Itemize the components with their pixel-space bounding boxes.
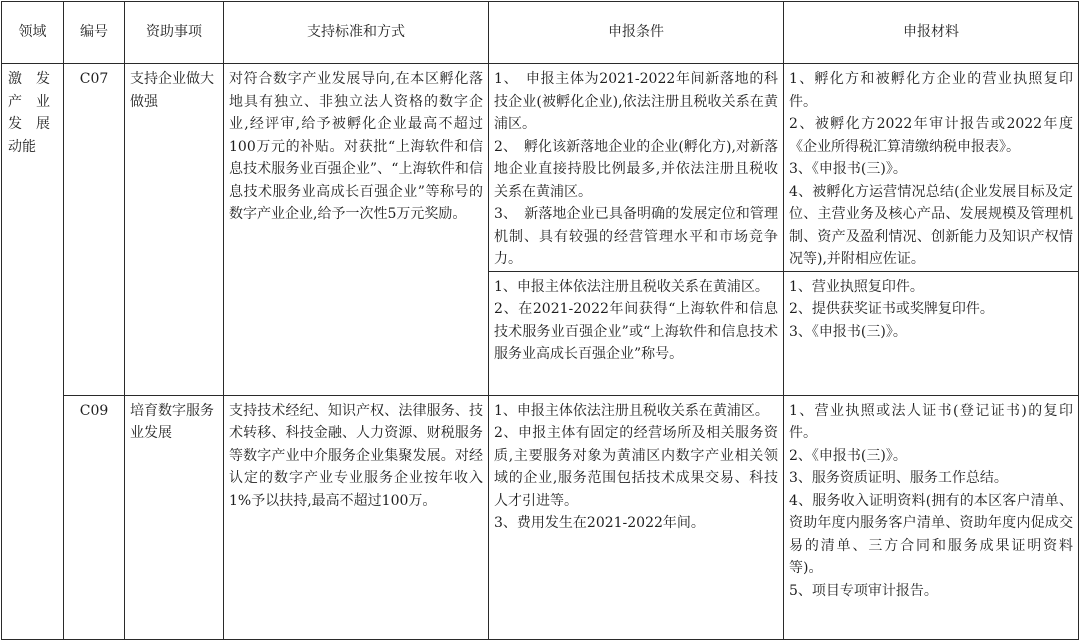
material-item: 4、被孵化方运营情况总结(企业发展目标及定位、主营业务及核心产品、发展规模及管理机制、资产及盈利情况、创新能力及知识产权情况等),并附相应佐证。 <box>789 183 1073 267</box>
material-item: 3、服务资质证明、服务工作总结。 <box>789 470 1008 486</box>
conditions-cell <box>489 271 784 395</box>
material-item: 2、被孵化方2022年审计报告或2022年度《企业所得税汇算清缴纳税申报表》。 <box>789 116 1073 155</box>
material-item: 2、提供获奖证书或奖牌复印件。 <box>789 301 994 317</box>
condition-item: 3、费用发生在2021-2022年间。 <box>494 515 705 531</box>
condition-item: 2、申报主体有固定的经营场所及相关服务资质,主要服务对象为黄浦区内数字产业相关领域的企业,服务范围包括技术成果交易、科技人才引进等。 <box>494 425 778 509</box>
standard-cell: 对符合数字产业发展导向,在本区孵化落地具有独立、非独立法人资格的数字企业,经评审,给予被孵化企业最高不超过100万元的补贴。对获批“上海软件和信息技术服务业百强企业”、“上海软件和信息技术服务业高成长百强企业”等称号的数字产业企业,给予一次性5万元奖励。 <box>224 64 489 396</box>
condition-item: 1、申报主体依法注册且税收关系在黄浦区。 <box>494 402 769 419</box>
conditions-cell <box>489 64 784 272</box>
material-item: 1、孵化方和被孵化方企业的营业执照复印件。 <box>789 71 1073 110</box>
condition-item: 2、在2021-2022年间获得“上海软件和信息技术服务业百强企业”或“上海软件和信息技术服务业高成长百强企业”称号。 <box>494 301 778 362</box>
code-cell: C09 <box>64 395 125 639</box>
header-row <box>2 2 1079 64</box>
material-item: 5、项目专项审计报告。 <box>789 582 938 599</box>
material-item: 1、营业执照复印件。 <box>789 278 924 295</box>
table-row <box>2 395 1079 639</box>
funding-table <box>1 1 1079 640</box>
header-code: 编号 <box>64 2 125 64</box>
header-standard: 支持标准和方式 <box>224 2 489 64</box>
domain-line: 激 发 <box>8 71 50 87</box>
condition-item: 1、申报主体依法注册且税收关系在黄浦区。 <box>494 278 769 295</box>
header-item: 资助事项 <box>125 2 224 64</box>
domain-line: 动能 <box>8 138 36 155</box>
domain-line: 发 展 <box>8 116 50 132</box>
conditions-cell <box>489 395 784 639</box>
material-item: 3、《申报书(三)》。 <box>789 323 907 340</box>
material-item: 1、营业执照或法人证书(登记证书)的复印件。 <box>789 402 1073 441</box>
condition-item: 2、 孵化该新落地企业的企业(孵化方),对新落地企业直接持股比例最多,并依法注册且税收关系在黄浦区。 <box>494 138 778 200</box>
header-materials: 申报材料 <box>784 2 1079 64</box>
materials-cell <box>784 271 1079 395</box>
materials-cell <box>784 64 1079 272</box>
table-row <box>2 64 1079 272</box>
materials-cell <box>784 395 1079 639</box>
condition-item: 1、 申报主体为2021-2022年间新落地的科技企业(被孵化企业),依法注册且税收关系在黄浦区。 <box>494 71 778 132</box>
item-cell: 支持企业做大做强 <box>125 64 224 396</box>
material-item: 3、《申报书(三)》。 <box>789 161 907 177</box>
item-cell: 培育数字服务业发展 <box>125 395 224 639</box>
material-item: 4、服务收入证明资料(拥有的本区客户清单、资助年度内服务客户清单、资助年度内促成交易的清单、三方合同和服务成果证明资料等)。 <box>789 492 1073 576</box>
domain-line: 产 业 <box>8 93 50 110</box>
condition-item: 3、 新落地企业已具备明确的发展定位和管理机制、具有较强的经营管理水平和市场竞争力。 <box>494 206 778 267</box>
standard-cell: 支持技术经纪、知识产权、法律服务、技术转移、科技金融、人力资源、财税服务等数字产业中介服务企业集聚发展。对经认定的数字产业专业服务企业按年收入1%予以扶持,最高不超过100万。 <box>224 395 489 639</box>
header-domain: 领域 <box>2 2 64 64</box>
code-cell: C07 <box>64 64 125 396</box>
header-conditions: 申报条件 <box>489 2 784 64</box>
domain-cell <box>2 64 64 640</box>
material-item: 2、《申报书(三)》。 <box>789 447 907 464</box>
